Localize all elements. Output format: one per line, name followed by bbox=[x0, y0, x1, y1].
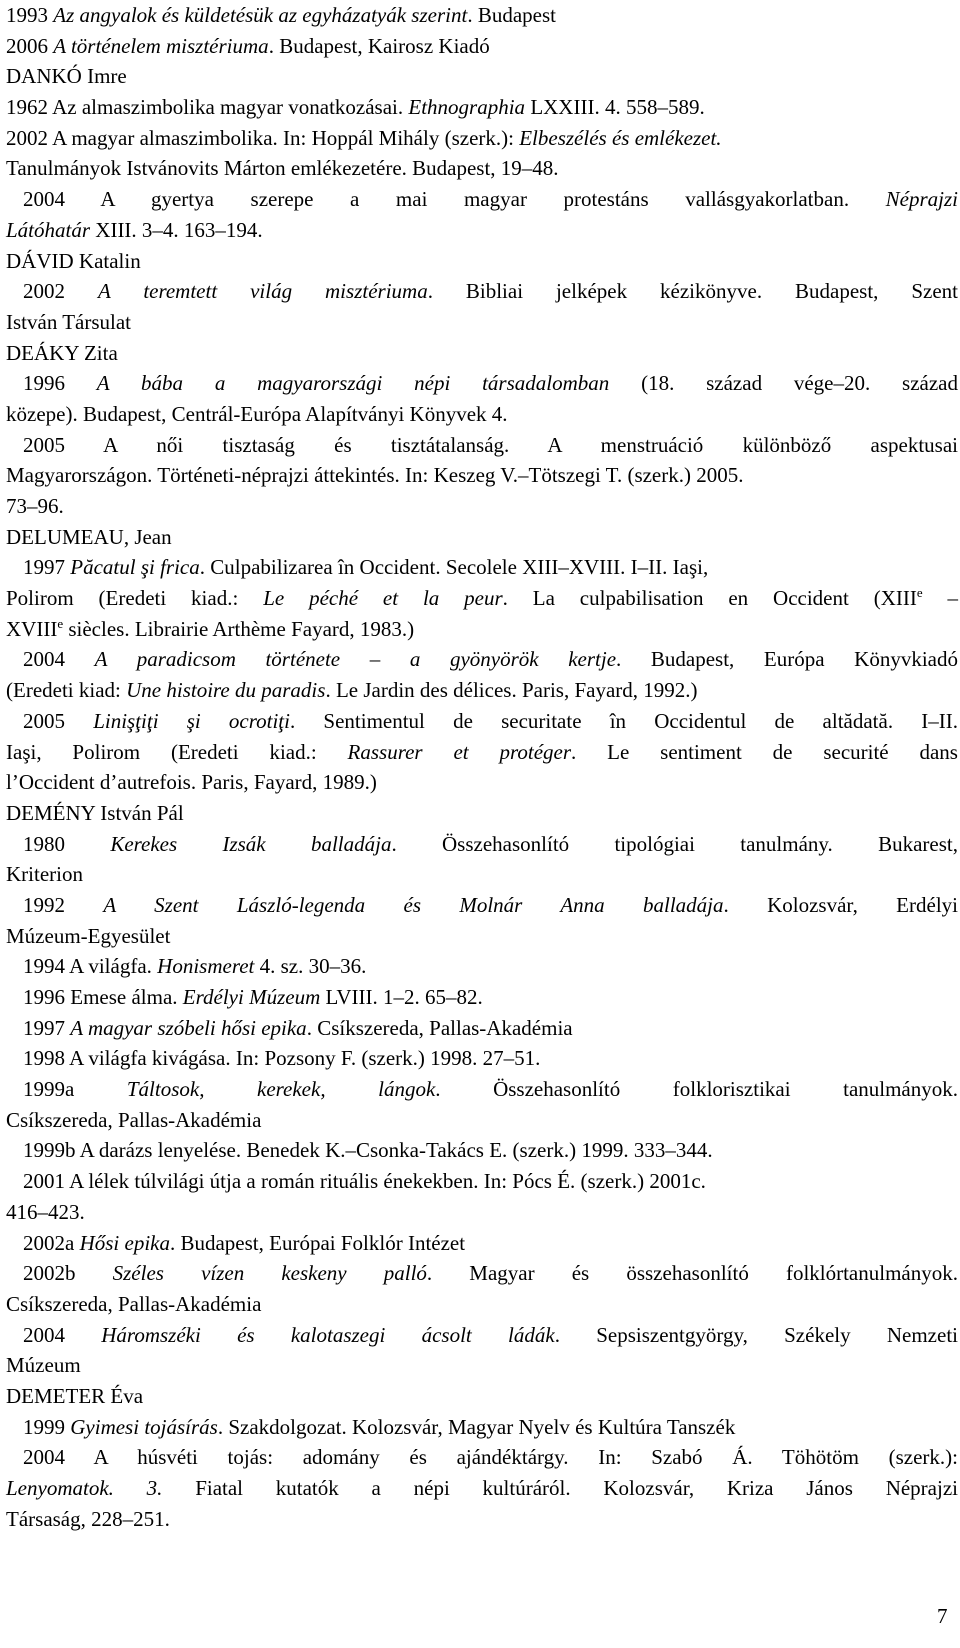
text-segment: 1993 bbox=[6, 3, 54, 27]
text-segment: . Sentimentul de securitate în Occidentul de altădată. I–II. bbox=[289, 708, 958, 733]
text-line bbox=[6, 1473, 958, 1504]
text-segment: Fiatal kutatók a népi kultúráról. Kolozsvár, Kriza János Néprajzi bbox=[162, 1476, 958, 1500]
text-segment: l’Occident d’autrefois. Paris, Fayard, 1989.) bbox=[6, 770, 377, 795]
text-segment: 73–96. bbox=[6, 494, 64, 518]
italic-title: A bába a magyarországi népi társadalomban bbox=[96, 371, 610, 396]
text-segment: . Kolozsvár, Erdélyi bbox=[723, 892, 958, 917]
superscript: e bbox=[916, 585, 923, 601]
text-segment: 2002a bbox=[23, 1230, 80, 1255]
italic-title: Kerekes Izsák balladája bbox=[110, 831, 392, 856]
italic-title: Hősi epika bbox=[79, 1230, 170, 1255]
bibliography-text bbox=[6, 0, 958, 1534]
italic-title: Rassurer et protéger bbox=[347, 739, 572, 764]
text-segment: Múzeum bbox=[6, 1353, 81, 1378]
text-line bbox=[6, 737, 958, 768]
text-segment: Polirom (Eredeti kiad.: bbox=[6, 586, 264, 611]
text-segment: . Budapest bbox=[467, 3, 556, 27]
text-segment: . Összehasonlító tipológiai tanulmány. Bukarest, bbox=[391, 831, 958, 856]
text-segment: . La culpabilisation en Occident (XIII bbox=[502, 586, 917, 611]
text-segment: 1998 A világfa kivágása. In: Pozsony F. (szerk.) 1998. 27–51. bbox=[23, 1046, 541, 1071]
text-segment: . Le Jardin des délices. Paris, Fayard, 1992.) bbox=[325, 678, 698, 703]
text-line bbox=[6, 1105, 958, 1136]
italic-title: Az angyalok és küldetésük az egyházatyák szerint bbox=[53, 3, 468, 27]
text-segment: 1999 bbox=[23, 1414, 71, 1439]
text-segment: Magyarországon. Történeti-néprajzi áttekintés. In: Keszeg V.–Tötszegi T. (szerk.) 2005. bbox=[6, 463, 744, 488]
text-segment: . Budapest, Kairosz Kiadó bbox=[268, 33, 490, 58]
text-segment: . Összehasonlító folklorisztikai tanulmányok. bbox=[435, 1077, 958, 1102]
text-segment: DANKÓ Imre bbox=[6, 64, 127, 89]
text-line bbox=[6, 675, 958, 706]
text-segment: . Budapest, 19–48. bbox=[401, 156, 559, 181]
text-segment: 2004 A gyertya szerepe a mai magyar protestáns vallásgyakorlatban. bbox=[23, 187, 886, 212]
text-line bbox=[6, 338, 958, 369]
text-segment: LVIII. 1–2. 65–82. bbox=[320, 985, 483, 1009]
text-line bbox=[6, 1135, 958, 1166]
text-segment: 416–423. bbox=[6, 1199, 85, 1224]
text-segment: 1992 bbox=[23, 892, 104, 917]
italic-title: Háromszéki és kalotaszegi ácsolt ládák bbox=[101, 1322, 555, 1347]
text-line bbox=[6, 460, 958, 491]
text-line bbox=[6, 307, 958, 338]
text-segment: 2006 bbox=[6, 33, 54, 58]
text-line bbox=[6, 829, 958, 860]
text-segment: DEMÉNY István Pál bbox=[6, 800, 184, 825]
text-segment: DEMETER Éva bbox=[6, 1383, 144, 1408]
text-line bbox=[6, 491, 958, 522]
text-line bbox=[6, 767, 958, 798]
text-line bbox=[6, 184, 958, 215]
text-line bbox=[6, 798, 958, 829]
text-line bbox=[6, 0, 958, 31]
text-line bbox=[6, 31, 958, 62]
italic-title: Ethnographia bbox=[408, 95, 526, 120]
text-line bbox=[6, 1350, 958, 1381]
text-segment: 1996 bbox=[23, 371, 97, 396]
text-line bbox=[6, 1013, 958, 1044]
text-segment: DÁVID Katalin bbox=[6, 248, 141, 273]
text-segment: 1999a bbox=[23, 1077, 127, 1102]
text-line bbox=[6, 1258, 958, 1289]
text-segment: közepe). Budapest, Centrál-Európa Alapítványi Könyvek 4. bbox=[6, 401, 508, 426]
text-line bbox=[6, 430, 958, 461]
text-segment: . Culpabilizarea în Occident. Secolele XIII–XVIII. I–II. Iaşi, bbox=[199, 555, 709, 580]
text-segment: 2002 A magyar almaszimbolika. In: Hoppál Mihály (szerk.): bbox=[6, 125, 520, 150]
text-line bbox=[6, 921, 958, 952]
text-segment: Tanulmányok Istvánovits Márton emlékezetére bbox=[6, 156, 402, 181]
text-segment: 2004 bbox=[23, 1322, 102, 1347]
italic-title: Păcatul şi frica bbox=[70, 555, 200, 580]
text-segment: 2001 A lélek túlvilági útja a román rituális énekekben. In: Pócs É. (szerk.) 2001c. bbox=[23, 1169, 706, 1194]
text-line bbox=[6, 859, 958, 890]
text-line bbox=[6, 399, 958, 430]
text-segment: 2005 bbox=[23, 708, 94, 733]
text-segment: 2002b bbox=[23, 1261, 113, 1286]
italic-title: Néprajzi bbox=[885, 187, 958, 212]
italic-title: Le péché et la peur bbox=[263, 586, 503, 611]
text-segment: 2005 A női tisztaság és tisztátalanság. A menstruáció különböző aspektusai bbox=[23, 432, 958, 457]
text-segment: Társaság, 228–251. bbox=[6, 1506, 170, 1531]
text-segment: 1997 bbox=[23, 555, 71, 580]
italic-title: A teremtett világ misztériuma bbox=[97, 279, 428, 304]
text-line bbox=[6, 552, 958, 583]
text-segment: 2002 bbox=[23, 279, 98, 304]
text-line bbox=[6, 1412, 958, 1443]
text-line bbox=[6, 644, 958, 675]
text-line bbox=[6, 890, 958, 921]
text-segment: 2004 bbox=[23, 647, 95, 672]
text-line bbox=[6, 61, 958, 92]
text-segment: István Társulat bbox=[6, 309, 131, 334]
text-line bbox=[6, 951, 958, 982]
text-line bbox=[6, 1043, 958, 1074]
text-segment: Kriterion bbox=[6, 862, 83, 887]
text-line bbox=[6, 1074, 958, 1105]
text-segment: . Csíkszereda, Pallas-Akadémia bbox=[306, 1015, 573, 1040]
italic-title: A paradicsom története – a gyönyörök kertje bbox=[94, 647, 617, 672]
text-segment: Múzeum-Egyesület bbox=[6, 923, 171, 948]
italic-title: A magyar szóbeli hősi epika bbox=[70, 1015, 307, 1040]
text-line bbox=[6, 522, 958, 553]
text-line bbox=[6, 1504, 958, 1535]
text-line bbox=[6, 276, 958, 307]
text-segment: Csíkszereda, Pallas-Akadémia bbox=[6, 1291, 262, 1316]
text-segment: 1980 bbox=[23, 831, 111, 856]
text-line bbox=[6, 368, 958, 399]
text-line bbox=[6, 1166, 958, 1197]
text-segment: 4. sz. 30–36. bbox=[254, 954, 367, 979]
text-line bbox=[6, 1442, 958, 1473]
text-line bbox=[6, 1320, 958, 1351]
italic-title: Táltosok, kerekek, lángok bbox=[126, 1077, 436, 1102]
text-segment: . Budapest, Európa Könyvkiadó bbox=[616, 647, 959, 672]
text-segment: . Magyar és összehasonlító folklórtanulmányok. bbox=[426, 1261, 958, 1286]
text-segment: . Budapest, Európai Folklór Intézet bbox=[169, 1230, 466, 1255]
text-segment: DELUMEAU, Jean bbox=[6, 524, 172, 549]
text-line bbox=[6, 982, 958, 1013]
italic-title: Lenyomatok. 3. bbox=[6, 1476, 163, 1500]
text-segment: Iaşi, Polirom (Eredeti kiad.: bbox=[6, 739, 348, 764]
text-segment: LXXIII. 4. 558–589. bbox=[525, 95, 705, 120]
text-line bbox=[6, 583, 958, 614]
text-line bbox=[6, 614, 958, 645]
text-segment: (Eredeti kiad: bbox=[6, 678, 127, 703]
text-segment: 2004 A húsvéti tojás: adomány és ajándéktárgy. In: Szabó Á. Töhötöm (szerk.): bbox=[23, 1445, 958, 1470]
text-segment: XVIII bbox=[6, 616, 58, 641]
text-segment: 1962 Az almaszimbolika magyar vonatkozásai. bbox=[6, 95, 409, 120]
text-line bbox=[6, 215, 958, 246]
text-segment: DEÁKY Zita bbox=[6, 340, 118, 365]
italic-title: Elbeszélés és emlékezet. bbox=[519, 125, 722, 150]
text-segment: 1999b A darázs lenyelése. Benedek K.–Csonka-Takács E. (szerk.) 1999. 333–344. bbox=[23, 1138, 713, 1163]
text-line bbox=[6, 1197, 958, 1228]
italic-title: Erdélyi Múzeum bbox=[182, 985, 321, 1009]
italic-title: Une histoire du paradis bbox=[126, 678, 326, 703]
italic-title: Linişţiţi şi ocrotiţi bbox=[93, 708, 290, 733]
superscript: e bbox=[57, 615, 64, 631]
text-segment: 1994 A világfa. bbox=[23, 954, 158, 979]
text-line bbox=[6, 1289, 958, 1320]
text-line bbox=[6, 123, 958, 154]
page-number: 7 bbox=[937, 1604, 948, 1628]
text-line bbox=[6, 1381, 958, 1412]
text-line bbox=[6, 1228, 958, 1259]
text-segment: siècles. Librairie Arthème Fayard, 1983.) bbox=[63, 616, 415, 641]
text-line bbox=[6, 246, 958, 277]
text-segment: . Szakdolgozat. Kolozsvár, Magyar Nyelv és Kultúra Tanszék bbox=[217, 1414, 736, 1439]
text-segment: . Le sentiment de securité dans bbox=[571, 739, 958, 764]
text-segment: XIII. 3–4. 163–194. bbox=[90, 217, 263, 242]
italic-title: Széles vízen keskeny palló bbox=[112, 1261, 427, 1286]
italic-title: Honismeret bbox=[157, 954, 255, 979]
italic-title: A történelem misztériuma bbox=[53, 33, 269, 58]
text-segment: . Bibliai jelképek kézikönyve. Budapest, Szent bbox=[427, 279, 959, 304]
italic-title: A Szent László-legenda és Molnár Anna balladája bbox=[103, 892, 724, 917]
italic-title: Gyimesi tojásírás bbox=[70, 1414, 218, 1439]
text-segment: 1996 Emese álma. bbox=[23, 985, 183, 1009]
text-line bbox=[6, 92, 958, 123]
text-segment: Csíkszereda, Pallas-Akadémia bbox=[6, 1107, 262, 1132]
text-segment: . Sepsiszentgyörgy, Székely Nemzeti bbox=[554, 1322, 958, 1347]
text-line bbox=[6, 153, 958, 184]
text-segment: 1997 bbox=[23, 1015, 71, 1040]
text-segment: (18. század vége–20. század bbox=[609, 371, 959, 396]
text-segment: – bbox=[922, 586, 959, 611]
text-line bbox=[6, 706, 958, 737]
italic-title: Látóhatár bbox=[6, 217, 91, 242]
